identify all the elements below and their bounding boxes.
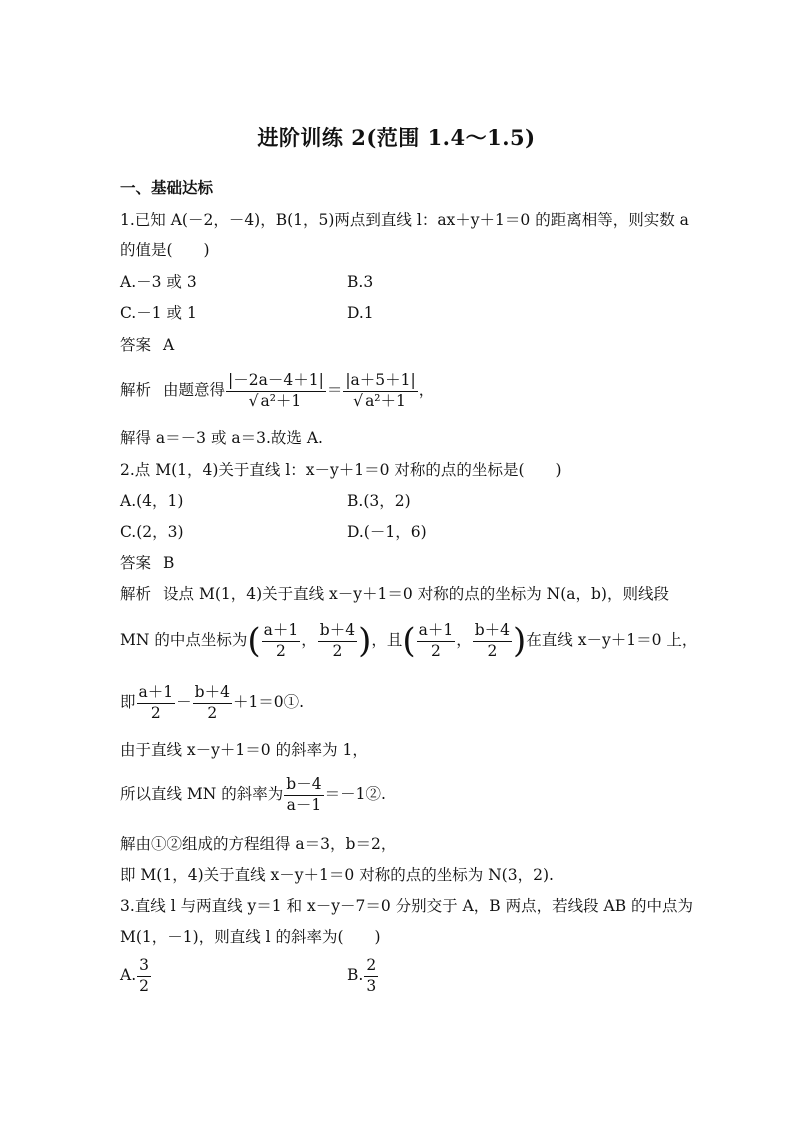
q2-analysis-line6: 解由①②组成的方程组得 a＝3，b＝2， bbox=[120, 835, 397, 853]
q2-stem: 2.点 M(1，4)关于直线 l：x－y＋1＝0 对称的点的坐标是( ) bbox=[120, 461, 562, 479]
answer-value: B bbox=[163, 554, 175, 572]
q2-analysis-line7: 即 M(1，4)关于直线 x－y＋1＝0 对称的点的坐标为 N(3，2). bbox=[120, 866, 554, 884]
fraction: $\frac{|-2a-4+1|}{\text{√ a²＋1}}$ bbox=[228, 371, 324, 410]
answer-label: 答案 bbox=[120, 336, 152, 354]
q1-option-a: A.－3 或 3 bbox=[120, 273, 197, 291]
q3-option-b: B. $\frac{2}{3}$ bbox=[347, 956, 377, 995]
fraction: $\frac{a+1}{2}$ bbox=[418, 621, 454, 660]
q1-stem-line2: 的值是( ) bbox=[120, 241, 210, 259]
fraction: $\frac{b-4}{a-1}$ bbox=[286, 775, 322, 814]
page-title: 进阶训练 2(范围 1.4～1.5) bbox=[257, 125, 536, 150]
q2-option-d: D.(－1，6) bbox=[347, 523, 427, 541]
fraction: $\frac{3}{2}$ bbox=[139, 956, 149, 995]
q2-analysis-line3: 即 $\frac{a+1}{2}$ － $\frac{b+4}{2}$ ＋1＝0①. bbox=[120, 683, 305, 722]
answer-value: A bbox=[163, 336, 175, 354]
analysis-label: 解析 bbox=[120, 381, 152, 399]
fraction: $\frac{a+1}{2}$ bbox=[138, 683, 174, 722]
q2-option-b: B.(3，2) bbox=[347, 492, 411, 510]
q2-answer bbox=[120, 553, 174, 573]
q1-analysis: 解析 由题意得 $\frac{|-2a-4+1|}{\text{√ a²＋1}}$ ＝ $\frac{|a+5+1|}{\text{√ a²＋1}}$ ， bbox=[120, 371, 435, 410]
sqrt: √ a²＋1 bbox=[248, 391, 302, 410]
q3-stem-line2: M(1，－1)，则直线 l 的斜率为( ) bbox=[120, 928, 381, 946]
q1-answer bbox=[120, 335, 174, 355]
q1-solution: 解得 a＝－3 或 a＝3.故选 A. bbox=[120, 429, 323, 447]
answer-label: 答案 bbox=[120, 554, 152, 572]
q2-analysis-line1: 解析 设点 M(1，4)关于直线 x－y＋1＝0 对称的点的坐标为 N(a，b)，则线段 bbox=[120, 585, 669, 603]
q3-stem-line1: 3.直线 l 与两直线 y＝1 和 x－y－7＝0 分别交于 A，B 两点，若线段 AB 的中点为 bbox=[120, 897, 694, 915]
fraction: $\frac{b+4}{2}$ bbox=[194, 683, 230, 722]
q2-analysis-line2: MN 的中点坐标为( $\frac{a+1}{2}$ ， $\frac{b+4}{2}$ )，且( $\frac{a+1}{2}$ ， $\frac{b+4}{2}$ )在直线 x－y＋1＝0 上， bbox=[120, 621, 698, 661]
q2-option-c: C.(2，3) bbox=[120, 523, 184, 541]
sqrt: √ a²＋1 bbox=[353, 391, 406, 410]
fraction: $\frac{2}{3}$ bbox=[366, 956, 377, 995]
fraction: $\frac{a+1}{2}$ bbox=[263, 621, 299, 660]
q1-option-d: D.1 bbox=[347, 304, 374, 322]
fraction: $\frac{|a+5+1|}{\text{√ a²＋1}}$ bbox=[345, 371, 416, 410]
analysis-label: 解析 bbox=[120, 585, 152, 603]
fraction: $\frac{b+4}{2}$ bbox=[319, 621, 356, 660]
section-heading: 一、基础达标 bbox=[120, 178, 214, 197]
fraction: $\frac{b+4}{2}$ bbox=[474, 621, 511, 660]
q1-stem-line1: 1.已知 A(－2，－4)，B(1，5)两点到直线 l：ax＋y＋1＝0 的距离相等，则实数 a bbox=[120, 211, 689, 229]
q3-option-a: A. $\frac{3}{2}$ bbox=[120, 956, 149, 995]
q1-option-b: B.3 bbox=[347, 273, 374, 291]
q1-option-c: C.－1 或 1 bbox=[120, 304, 197, 322]
q2-analysis-line4: 由于直线 x－y＋1＝0 的斜率为 1， bbox=[120, 741, 368, 759]
q2-option-a: A.(4，1) bbox=[120, 492, 184, 510]
q2-analysis-line5: 所以直线 MN 的斜率为 $\frac{b-4}{a-1}$ ＝－1②. bbox=[120, 775, 386, 814]
